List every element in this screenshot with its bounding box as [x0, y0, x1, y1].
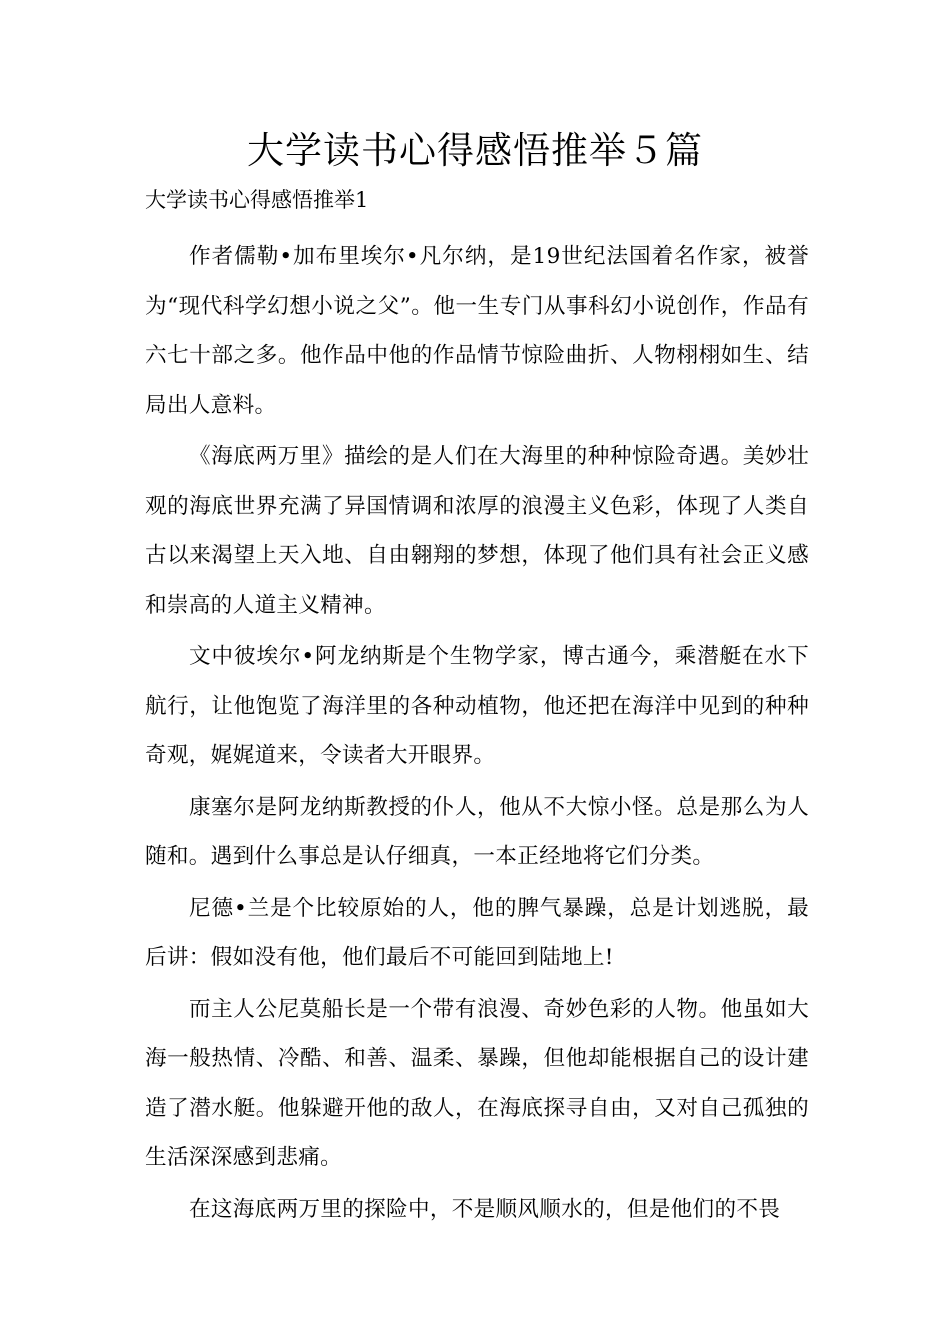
section-heading: 大学读书心得感悟推举1	[145, 188, 369, 212]
paragraph: 康塞尔是阿龙纳斯教授的仆人，他从不大惊小怪。总是那么为人随和。遇到什么事总是认仔细真，一本正经地将它们分类。	[145, 794, 809, 869]
document-title: 大学读书心得感悟推举５篇	[247, 129, 703, 172]
paragraph: 在这海底两万里的探险中，不是顺风顺水的，但是他们的不畏	[189, 1196, 781, 1222]
paragraph: 而主人公尼莫船长是一个带有浪漫、奇妙色彩的人物。他虽如大海一般热情、冷酷、和善、温柔、暴躁，但他却能根据自己的设计建造了潜水艇。他躲避开他的敌人，在海底探寻自由，又对自己孤独的生活深深感到悲痛。	[145, 996, 809, 1170]
paragraph: 文中彼埃尔•阿龙纳斯是个生物学家，博古通今，乘潜艇在水下航行，让他饱览了海洋里的各种动植物，他还把在海洋中见到的种种奇观，娓娓道来，令读者大开眼界。	[145, 644, 809, 768]
paragraph: 作者儒勒•加布里埃尔•凡尔纳，是19世纪法国着名作家，被誉为“现代科学幻想小说之父”。他一生专门从事科幻小说创作，作品有六七十部之多。他作品中他的作品情节惊险曲折、人物栩栩如生、结局出人意料。	[145, 244, 809, 418]
document-body	[145, 232, 809, 1236]
paragraph: 尼德•兰是个比较原始的人，他的脾气暴躁，总是计划逃脱，最后讲：假如没有他，他们最后不可能回到陆地上!	[145, 895, 809, 970]
paragraph: 《海底两万里》描绘的是人们在大海里的种种惊险奇遇。美妙壮观的海底世界充满了异国情调和浓厚的浪漫主义色彩，体现了人类自古以来渴望上天入地、自由翱翔的梦想，体现了他们具有社会正义感和崇高的人道主义精神。	[145, 444, 809, 618]
